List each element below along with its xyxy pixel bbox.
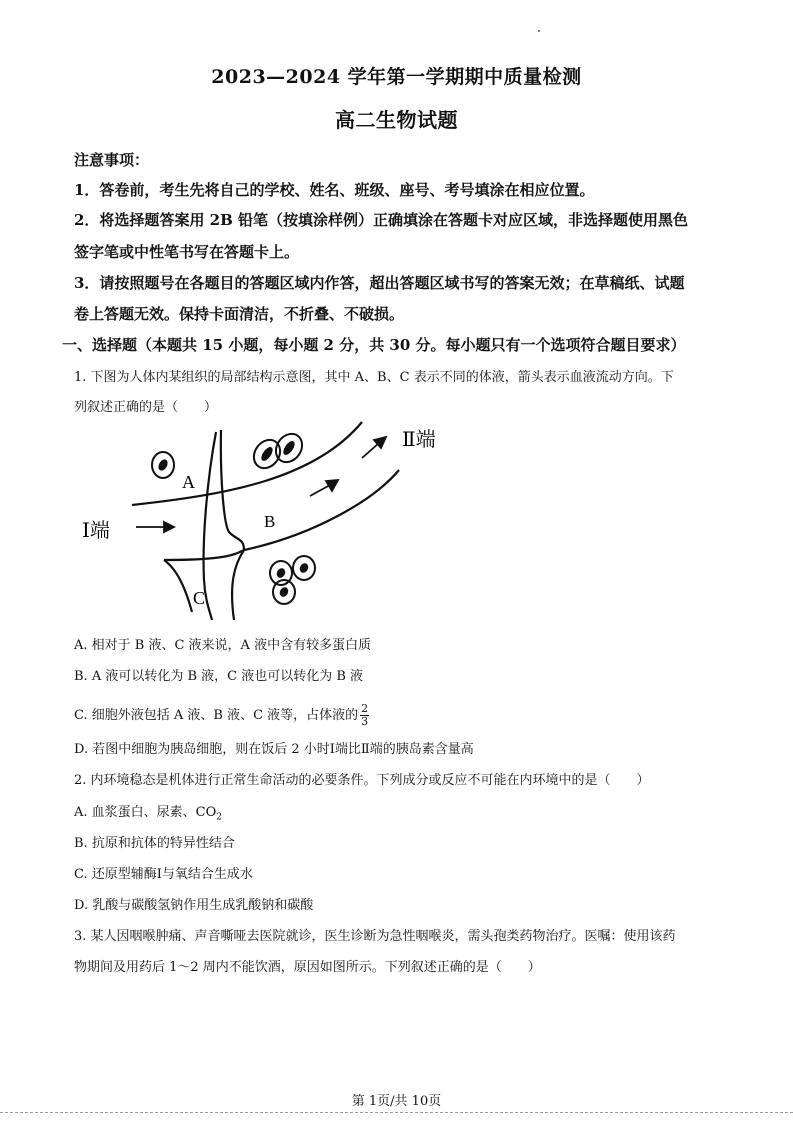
notice-item-3-line-1: 3．请按照题号在各题目的答题区域内作答，超出答题区域书写的答案无效；在草稿纸、试题 [74, 274, 685, 292]
q1-option-c-text: C. 细胞外液包括 A 液、B 液、C 液等，占体液的 [74, 708, 359, 723]
q2-option-a-subscript: 2 [216, 812, 222, 823]
cell-top-cluster-2-nucleus [281, 439, 297, 457]
q2-option-a-text: A. 血浆蛋白、尿素、CO [74, 805, 217, 820]
q1-option-d: D. 若图中细胞为胰岛细胞，则在饭后 2 小时Ⅰ端比Ⅱ端的胰岛素含量高 [74, 742, 474, 757]
notice-heading: 注意事项： [74, 151, 150, 169]
vessel-left-curve [164, 560, 192, 612]
vessel-lower-wall [164, 470, 399, 560]
section-1-heading: 一、选择题（本题共 15 小题，每小题 2 分，共 30 分。每小题只有一个选项符合题目要求） [62, 336, 686, 354]
lymph-vessel-left-wall [204, 432, 216, 620]
notice-item-1: 1．答卷前，考生先将自己的学校、姓名、班级、座号、考号填涂在相应位置。 [74, 181, 595, 199]
flow-arrow-middle-shaft [310, 485, 330, 496]
cell-top-left-nucleus [157, 458, 170, 472]
notice-item-2-line-1: 2．将选择题答案用 2B 铅笔（按填涂样例）正确填涂在答题卡对应区域，非选择题使用黑色 [74, 211, 689, 229]
label-c: C [193, 588, 206, 608]
flow-arrow-out-shaft [362, 443, 379, 458]
label-b: B [264, 512, 276, 531]
lymph-vessel-right-wall [221, 430, 244, 620]
q2-option-c: C. 还原型辅酶Ⅰ与氧结合生成水 [74, 867, 253, 882]
q2-option-d: D. 乳酸与碳酸氢钠作用生成乳酸钠和碳酸 [74, 898, 314, 913]
q2-option-b: B. 抗原和抗体的特异性结合 [74, 836, 235, 851]
q1-option-c-fraction [360, 703, 369, 728]
fraction-numerator: 2 [361, 702, 369, 715]
q1-option-b: B. A 液可以转化为 B 液，C 液也可以转化为 B 液 [74, 669, 364, 684]
cell-bottom-cluster-3-nucleus [278, 586, 290, 599]
q3-stem-line-1: 3. 某人因咽喉肿痛、声音嘶哑去医院就诊，医生诊断为急性咽喉炎，需头孢类药物治疗。医嘱：使用该药 [74, 929, 676, 944]
q1-stem-line-1: 1. 下图为人体内某组织的局部结构示意图，其中 A、B、C 表示不同的体液，箭头表示血液流动方向。下 [74, 370, 674, 385]
scan-speck [538, 30, 540, 32]
q1-option-a: A. 相对于 B 液、C 液来说，A 液中含有较多蛋白质 [74, 638, 372, 653]
exam-title: 2023—2024 学年第一学期期中质量检测 [211, 66, 582, 88]
flow-arrow-in-head [164, 522, 174, 532]
flow-arrow-middle-head [326, 480, 338, 491]
q2-stem: 2. 内环境稳态是机体进行正常生命活动的必要条件。下列成分或反应不可能在内环境中的是（ ） [74, 773, 650, 788]
q2-option-a [74, 803, 734, 828]
label-end-one: Ⅰ端 [82, 518, 110, 542]
label-end-two: Ⅱ端 [402, 427, 436, 451]
exam-subtitle: 高二生物试题 [335, 108, 458, 132]
fraction-denominator: 3 [361, 715, 369, 728]
tissue-structure-diagram [74, 420, 474, 620]
q1-stem-line-2: 列叙述正确的是（ ） [74, 400, 218, 415]
cell-top-cluster-1-nucleus [259, 445, 275, 463]
cell-bottom-cluster-2-nucleus [298, 562, 310, 575]
q3-stem-line-2: 物期间及用药后 1～2 周内不能饮酒，原因如图所示。下列叙述正确的是（ ） [74, 960, 541, 975]
q1-option-c [74, 703, 734, 728]
notice-item-2-line-2: 签字笔或中性笔书写在答题卡上。 [74, 243, 300, 261]
label-a: A [182, 472, 195, 492]
bottom-divider [0, 1112, 793, 1113]
page-number: 第 1页/共 10页 [351, 1094, 442, 1109]
notice-item-3-line-2: 卷上答题无效。保持卡面清洁，不折叠、不破损。 [74, 305, 405, 323]
cell-bottom-cluster-1-nucleus [275, 567, 287, 580]
